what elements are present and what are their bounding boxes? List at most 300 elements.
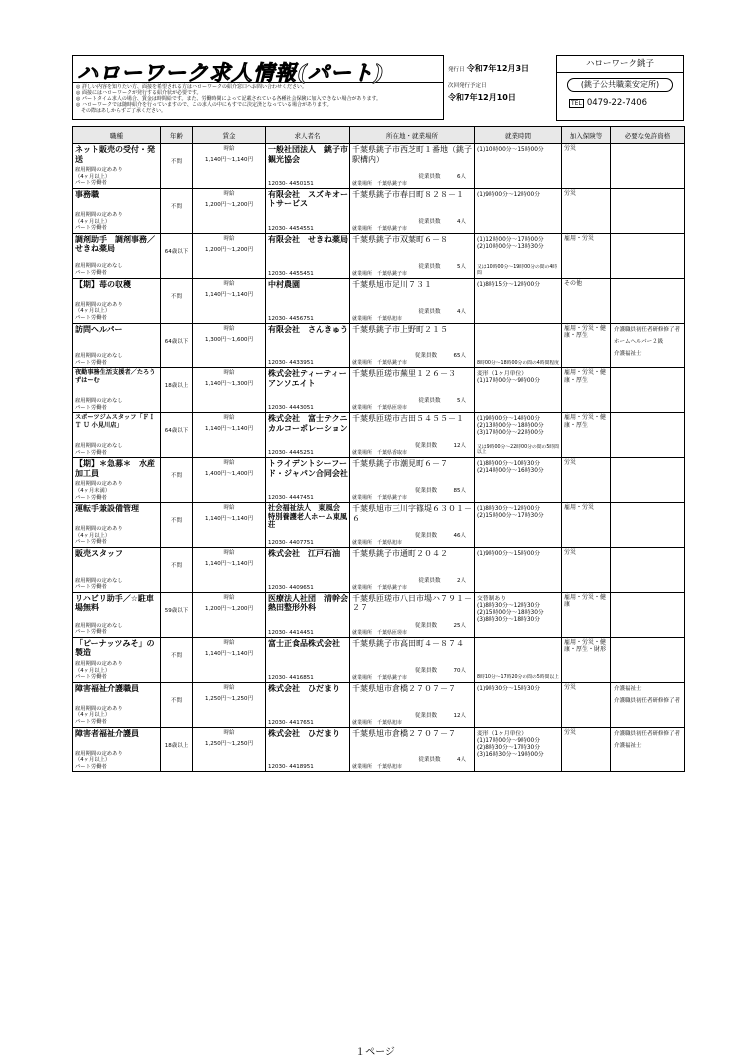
- employment-terms: [75, 263, 123, 276]
- insurance-cell: [562, 233, 611, 278]
- employment-line: パート労働者: [75, 449, 107, 456]
- hours-cell: [475, 727, 562, 772]
- license-list: [611, 458, 684, 461]
- employment-line: パート労働者: [75, 314, 107, 321]
- headcount-label: 従業員数: [414, 353, 437, 360]
- job-title: 夜勤事務生活支援者／たろうずはーむ: [75, 369, 156, 384]
- hours-line: (1)8時30分～12時00分: [477, 506, 541, 513]
- employment-terms: [75, 443, 123, 456]
- job-cell: [73, 413, 161, 458]
- table-row: [73, 592, 685, 637]
- address: 千葉県旭市倉橋２７０７－７: [352, 683, 456, 693]
- address-cell: [350, 503, 475, 548]
- job-number: 12030- 4450151: [268, 180, 314, 187]
- employment-line: パート労働者: [75, 674, 107, 681]
- insurance-cell: [562, 592, 611, 637]
- job-cell: [73, 323, 161, 368]
- wage-info: [193, 369, 265, 388]
- workplace-label: 就業場所: [352, 225, 373, 232]
- age-limit: 64歳以下: [164, 248, 189, 255]
- employment-line: 雇用期間の定めなし: [75, 622, 123, 629]
- wage-info: [193, 190, 265, 209]
- wage-cell: [193, 458, 266, 503]
- license-list: [611, 548, 684, 551]
- address-cell: [350, 233, 475, 278]
- wage-unit: 時給: [223, 415, 235, 422]
- workplace-value: 千葉県銚子市: [377, 584, 408, 591]
- employment-line: パート労働者: [75, 359, 107, 366]
- wage-unit: 時給: [223, 146, 235, 152]
- employment-line: （4ヶ月以上）: [75, 532, 111, 539]
- wage-cell: [193, 368, 266, 413]
- headcount-value: 12人: [453, 712, 466, 719]
- employment-terms: [75, 212, 123, 232]
- headcount: [415, 441, 466, 449]
- hours-line: (1)9時30分～15時30分: [477, 685, 541, 692]
- wage-range: 1,140円～1,140円: [205, 650, 253, 657]
- hours-note: 8時00分～18時00分の間の4時間程度: [477, 360, 559, 366]
- column-header: 職種: [73, 127, 161, 144]
- workplace-value: 千葉県香取市: [377, 450, 408, 457]
- wage-unit: 時給: [223, 550, 235, 557]
- company-cell: [266, 503, 350, 548]
- workplace: [352, 763, 402, 770]
- hours-line: (1)9時00分～14時00分: [477, 416, 541, 423]
- issue-info: [448, 63, 529, 104]
- issue-label: 発行日: [448, 67, 465, 73]
- workplace: [352, 629, 407, 636]
- employment-terms: [75, 526, 123, 546]
- column-header: 加入保険等: [562, 127, 611, 144]
- workplace-label: 就業場所: [352, 764, 373, 771]
- address: 千葉県銚子市上野町２１５: [352, 324, 448, 334]
- hours-note: 8時10分～17時20分の間の5時間以上: [477, 674, 559, 680]
- workplace: [352, 225, 407, 232]
- employment-line: 雇用期間の定めなし: [75, 398, 123, 405]
- age-limit: 不問: [170, 473, 182, 480]
- license-list: [611, 279, 684, 282]
- address: 千葉県旭市三川字篠堤６３０１－６: [352, 504, 472, 523]
- headcount-value: 65人: [453, 353, 466, 360]
- job-title: スポーツジムスタッフ「ＦＩＴ Ｕ 小見川店」: [75, 414, 155, 429]
- company-name: 有限会社 スズキオートサービス: [268, 189, 348, 209]
- headcount-value: 4人: [457, 218, 466, 225]
- insurance: 雇用・労災・健康: [564, 593, 607, 609]
- address-cell: [350, 278, 475, 323]
- wage-range: 1,200円～1,200円: [205, 246, 253, 253]
- job-cell: [73, 637, 161, 682]
- insurance-cell: [562, 368, 611, 413]
- address-cell: [350, 458, 475, 503]
- address: 千葉県匝瑳市蕪里１２６－３: [352, 369, 456, 379]
- job-number: 12030- 4414451: [268, 629, 314, 636]
- table-row: [73, 233, 685, 278]
- company-name: 株式会社 江戸石油: [268, 549, 340, 559]
- office-name: ハローワーク銚子: [557, 56, 683, 73]
- wage-cell: [193, 413, 266, 458]
- employment-line: （4ヶ月以上）: [75, 173, 111, 180]
- insurance: 雇用・労災・健康・厚生: [564, 324, 607, 340]
- headcount: [418, 217, 466, 225]
- workplace-value: 千葉県匝瑳市: [377, 405, 408, 412]
- hours-cell: [475, 188, 562, 233]
- workplace-label: 就業場所: [352, 495, 373, 502]
- company-name: 医療法人社団 清幹会 熱田整形外科: [268, 593, 348, 613]
- age-cell: [161, 368, 193, 413]
- employment-line: 雇用期間の定めあり: [75, 301, 123, 308]
- address: 千葉県銚子市双葉町６－８: [352, 234, 448, 244]
- job-title: 調剤助手 調剤事務／せきね薬局: [75, 234, 155, 254]
- headcount-label: 従業員数: [418, 173, 441, 180]
- column-header: 賃金: [193, 127, 266, 144]
- age-limit: 不問: [170, 159, 182, 165]
- insurance-cell: [562, 413, 611, 458]
- table-row: [73, 503, 685, 548]
- wage-cell: [193, 548, 266, 593]
- work-hours: [475, 593, 561, 624]
- note-line: ◎ ハローワークでは随時紹介を行っていますので、この求人の中にもすでに決定済となっている場合があります。: [76, 102, 332, 109]
- age-cell: [161, 233, 193, 278]
- address: 千葉県銚子市春日町８２８－１: [352, 189, 464, 199]
- headcount-label: 従業員数: [418, 308, 441, 315]
- work-hours: [475, 458, 561, 475]
- headcount: [415, 666, 466, 674]
- company-name: トライデントシーフード・ジャパン合同会社: [268, 459, 348, 478]
- hours-cell: [475, 682, 562, 727]
- employment-line: 雇用期間の定めあり: [75, 750, 123, 757]
- job-title: 【期】＊急募＊ 水産加工員: [75, 459, 155, 478]
- company-name: 一般社団法人 銚子市観光協会: [268, 145, 348, 164]
- employment-line: 雇用期間の定めなし: [75, 577, 123, 584]
- job-title: ネット販売の受付・発送: [75, 145, 155, 164]
- insurance-cell: [562, 144, 611, 189]
- wage-range: 1,140円～1,140円: [205, 516, 253, 523]
- hours-line: (1)8時15分～12時00分: [477, 281, 541, 288]
- employment-line: パート労働者: [75, 539, 107, 546]
- wage-cell: [193, 233, 266, 278]
- company-cell: [266, 548, 350, 593]
- work-hours: [475, 144, 561, 154]
- hours-cell: [475, 233, 562, 278]
- workplace: [352, 494, 407, 501]
- insurance: 労災: [564, 549, 577, 557]
- insurance-cell: [562, 548, 611, 593]
- headcount-label: 従業員数: [418, 263, 441, 270]
- age-cell: [161, 682, 193, 727]
- license-item: 介護職員初任者研修修了者: [614, 730, 681, 737]
- hours-line: (3)17時00分～22時00分: [477, 430, 544, 437]
- age-limit: 不問: [170, 563, 182, 570]
- workplace-label: 就業場所: [352, 360, 373, 367]
- job-title: リハビリ助手／☆駐車場無料: [75, 593, 154, 613]
- workplace-label: 就業場所: [352, 584, 373, 591]
- insurance-cell: [562, 188, 611, 233]
- license-cell: [611, 637, 685, 682]
- insurance: 労災: [564, 683, 577, 691]
- insurance: 労災: [564, 728, 577, 736]
- office-subtitle: (銚子公共職業安定所): [567, 78, 673, 92]
- insurance: 労災: [564, 189, 577, 197]
- age-limit: 不問: [170, 203, 182, 210]
- headcount: [415, 711, 466, 719]
- hours-line: (1)12時00分～17時00分: [477, 236, 544, 243]
- job-number: 12030- 4418951: [268, 764, 314, 771]
- wage-range: 1,400円～1,400円: [205, 471, 253, 478]
- age-cell: [161, 458, 193, 503]
- wage-unit: 時給: [223, 325, 235, 332]
- note-line: その際はあしからずご了承ください。: [76, 108, 167, 115]
- job-title: 訪問ヘルパー: [75, 324, 123, 334]
- age-limit: 不問: [170, 697, 182, 704]
- insurance-cell: [562, 458, 611, 503]
- headcount: [415, 531, 466, 539]
- insurance-cell: [562, 682, 611, 727]
- job-cell: [73, 592, 161, 637]
- table-row: [73, 278, 685, 323]
- headcount-label: 従業員数: [414, 533, 437, 540]
- workplace: [352, 674, 407, 681]
- table-row: [73, 413, 685, 458]
- note-line: ◎ パートタイム求人の場合、賃金は時間給です。また、労働時間によって記載されている各種社会保険に加入できない場合があります。: [76, 96, 382, 103]
- wage-info: [193, 280, 265, 299]
- age-limit: 59歳以下: [164, 607, 189, 614]
- license-cell: [611, 682, 685, 727]
- age-cell: [161, 592, 193, 637]
- page-title: ハローワーク求人情報(パート): [77, 60, 385, 85]
- employment-terms: [75, 706, 123, 726]
- hours-line: (2)8時30分～17時30分: [477, 744, 541, 751]
- address: 千葉県旭市足川７３１: [352, 279, 432, 289]
- job-number: 12030- 4443051: [268, 405, 314, 412]
- workplace-value: 千葉県銚子市: [377, 495, 408, 502]
- wage-info: [193, 325, 265, 344]
- employment-line: （4ヶ月以上）: [75, 757, 111, 764]
- next-issue-label: 次回発行予定日: [448, 83, 487, 89]
- headcount-value: 70人: [453, 667, 466, 674]
- company-cell: [266, 144, 350, 189]
- age-limit: 不問: [170, 293, 182, 300]
- workplace-value: 千葉県旭市: [377, 764, 403, 771]
- wage-info: [193, 639, 265, 658]
- wage-info: [193, 594, 265, 613]
- wage-range: 1,250円～1,250円: [205, 695, 253, 702]
- workplace-value: 千葉県旭市: [377, 540, 403, 547]
- workplace-value: 千葉県匝瑳市: [377, 629, 408, 636]
- headcount-value: 25人: [453, 622, 466, 629]
- hours-note: 又は9時00分～22時00分の間の5時間以上: [477, 444, 559, 456]
- workplace-label: 就業場所: [352, 180, 373, 187]
- column-header: 必要な免許資格: [611, 127, 685, 144]
- license-list: [611, 368, 684, 371]
- wage-range: 1,250円～1,250円: [205, 740, 253, 747]
- employment-line: 雇用期間の定めなし: [75, 443, 123, 450]
- employment-terms: [75, 623, 123, 636]
- workplace-value: 千葉県銚子市: [377, 360, 408, 367]
- wage-unit: 時給: [223, 594, 235, 601]
- header: [72, 55, 684, 122]
- company-cell: [266, 592, 350, 637]
- insurance: 雇用・労災・健康・厚生・財形: [564, 638, 607, 654]
- address: 千葉県銚子市通町２０４２: [352, 549, 448, 559]
- headcount: [418, 172, 466, 180]
- headcount-label: 従業員数: [418, 757, 441, 764]
- headcount-value: 12人: [453, 443, 466, 450]
- headcount-label: 従業員数: [418, 398, 441, 405]
- license-item: 介護福祉士: [614, 685, 642, 692]
- wage-cell: [193, 592, 266, 637]
- wage-info: [193, 459, 265, 478]
- license-cell: [611, 548, 685, 593]
- employment-line: 雇用期間の定めあり: [75, 526, 123, 533]
- company-cell: [266, 188, 350, 233]
- license-list: [611, 638, 684, 641]
- work-hours: [475, 234, 561, 251]
- headcount: [418, 576, 466, 584]
- job-number: 12030- 4456751: [268, 315, 314, 322]
- workplace: [352, 315, 402, 322]
- table-row: [73, 188, 685, 233]
- wage-info: [193, 145, 265, 164]
- wage-range: 1,140円～1,140円: [205, 426, 253, 433]
- employment-terms: [75, 398, 123, 411]
- workplace-value: 千葉県旭市: [377, 719, 403, 726]
- address-cell: [350, 144, 475, 189]
- company-cell: [266, 368, 350, 413]
- column-header: 就業時間: [475, 127, 562, 144]
- headcount: [415, 486, 466, 494]
- address: 千葉県銚子市高田町４－８７４: [352, 638, 464, 648]
- age-limit: 18歳以上: [164, 742, 189, 749]
- license-cell: [611, 727, 685, 772]
- wage-unit: 時給: [223, 684, 235, 691]
- wage-info: [193, 414, 265, 433]
- license-list: [611, 413, 684, 416]
- wage-range: 1,200円～1,200円: [205, 201, 253, 208]
- wage-cell: [193, 144, 266, 189]
- tel-number: 0479-22-7406: [586, 98, 648, 108]
- job-number: 12030- 4407751: [268, 540, 314, 547]
- hours-cell: [475, 368, 562, 413]
- headcount-value: 46人: [453, 533, 466, 540]
- job-cell: [73, 188, 161, 233]
- job-number: 12030- 4445251: [268, 450, 314, 457]
- hours-line: (2)14時00分～16時30分: [477, 468, 544, 475]
- table-row: [73, 682, 685, 727]
- workplace: [352, 584, 407, 591]
- headcount-value: 4人: [457, 308, 466, 315]
- hours-line: (1)10時00分～15時00分: [477, 147, 544, 153]
- wage-info: [193, 729, 265, 748]
- employment-line: 雇用期間の定めあり: [75, 705, 123, 712]
- table-header-row: [73, 127, 685, 144]
- company-cell: [266, 413, 350, 458]
- hours-cell: [475, 637, 562, 682]
- job-cell: [73, 144, 161, 189]
- insurance-cell: [562, 278, 611, 323]
- hours-line: (1)9時00分～15時00分: [477, 551, 541, 558]
- headcount-label: 従業員数: [414, 443, 437, 450]
- work-hours: [475, 279, 561, 289]
- workplace: [352, 359, 407, 366]
- age-cell: [161, 188, 193, 233]
- employment-line: パート労働者: [75, 180, 107, 187]
- wage-info: [193, 504, 265, 523]
- company-name: 中村農園: [268, 279, 300, 289]
- hours-line: (3)16時30分～19時00分: [477, 751, 544, 758]
- hours-cell: [475, 413, 562, 458]
- headcount-value: 5人: [457, 263, 466, 270]
- job-cell: [73, 233, 161, 278]
- employment-line: 雇用期間の定めあり: [75, 481, 123, 488]
- hours-line: (1)9時00分～12時00分: [477, 191, 541, 198]
- insurance: 雇用・労災・健康・厚生: [564, 369, 607, 384]
- work-hours: [475, 368, 561, 385]
- work-hours: [475, 683, 561, 693]
- wage-cell: [193, 188, 266, 233]
- employment-line: パート労働者: [75, 404, 107, 411]
- headcount-value: 2人: [457, 577, 466, 584]
- wage-unit: 時給: [223, 729, 235, 736]
- age-limit: 不問: [170, 518, 182, 525]
- table-row: [73, 144, 685, 189]
- work-hours: [475, 728, 561, 759]
- headcount-label: 従業員数: [414, 622, 437, 629]
- hours-line: (1)17時00分～9時00分: [477, 378, 541, 385]
- headcount-label: 従業員数: [418, 218, 441, 225]
- license-list: [611, 683, 684, 705]
- hours-line: (1)8時30分～12時30分: [477, 602, 541, 609]
- address-cell: [350, 548, 475, 593]
- workplace-label: 就業場所: [352, 719, 373, 726]
- age-limit: 18歳以上: [164, 383, 189, 390]
- insurance: 雇用・労災・健康・厚生: [564, 414, 607, 429]
- company-name: 有限会社 せきね薬局: [268, 234, 348, 244]
- headcount-value: 5人: [457, 398, 466, 405]
- employment-line: （4ヶ月以上）: [75, 667, 111, 674]
- company-cell: [266, 727, 350, 772]
- employment-line: パート労働者: [75, 584, 107, 591]
- license-item: 介護福祉士: [614, 742, 642, 749]
- wage-range: 1,140円～1,140円: [205, 561, 253, 568]
- address-cell: [350, 323, 475, 368]
- hours-note: 又は10時00分～19時00分の間の4時間: [477, 265, 558, 276]
- hours-cell: [475, 503, 562, 548]
- workplace: [352, 449, 407, 456]
- workplace-label: 就業場所: [352, 405, 373, 412]
- work-hours: [475, 324, 561, 327]
- headcount: [418, 755, 466, 763]
- license-list: [611, 728, 684, 750]
- hours-cell: [475, 592, 562, 637]
- wage-info: [193, 549, 265, 568]
- job-cell: [73, 278, 161, 323]
- insurance-cell: [562, 637, 611, 682]
- license-item: ホームヘルパー２級: [614, 338, 664, 345]
- license-cell: [611, 368, 685, 413]
- company-name: 株式会社 ひだまり: [268, 728, 340, 738]
- license-cell: [611, 278, 685, 323]
- workplace-label: 就業場所: [352, 315, 373, 322]
- wage-range: 1,140円～1,140円: [205, 291, 253, 298]
- employment-terms: [75, 661, 123, 681]
- license-list: [611, 234, 684, 237]
- headcount: [415, 621, 466, 629]
- license-cell: [611, 144, 685, 189]
- notes-box: [72, 83, 444, 120]
- license-cell: [611, 503, 685, 548]
- employment-line: （4ヶ月未満）: [75, 487, 111, 494]
- address: 千葉県匝瑳市吉田５４５５－１: [352, 414, 464, 424]
